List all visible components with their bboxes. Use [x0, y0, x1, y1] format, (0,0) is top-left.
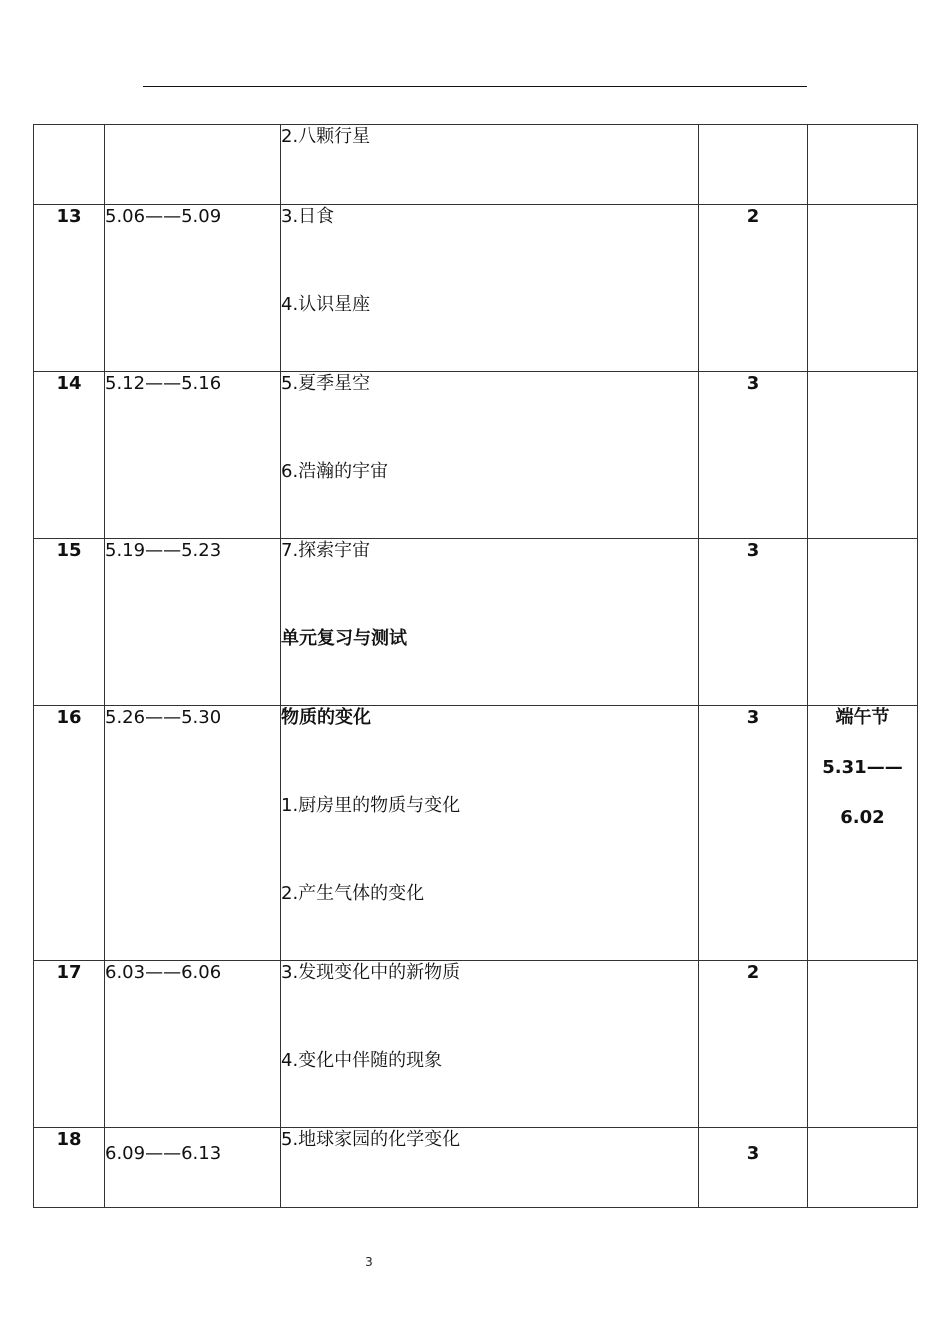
lesson-item: 5.地球家园的化学变化	[281, 1129, 461, 1150]
hours-cell: 3	[699, 539, 808, 706]
holiday-date-end: 6.02	[840, 807, 885, 828]
lesson-item: 4.认识星座	[281, 294, 371, 315]
table-row	[34, 205, 918, 372]
remark-cell	[808, 372, 918, 539]
lesson-item: 2.八颗行星	[281, 126, 371, 147]
dates-cell	[105, 125, 281, 205]
holiday-date-start: 5.31——	[822, 757, 903, 778]
hours-cell	[699, 125, 808, 205]
lesson-item: 4.变化中伴随的现象	[281, 1050, 443, 1071]
dates-cell: 5.26——5.30	[105, 706, 281, 961]
content-cell	[281, 961, 699, 1128]
lesson-item: 7.探索宇宙	[281, 540, 371, 561]
table-row	[34, 1128, 918, 1208]
unit-review-item: 单元复习与测试	[281, 628, 407, 649]
holiday-name: 端午节	[835, 707, 890, 728]
header-rule	[143, 86, 807, 87]
table-row	[34, 961, 918, 1128]
remark-cell	[808, 706, 918, 961]
dates-cell: 6.09——6.13	[105, 1128, 281, 1208]
week-cell: 13	[34, 205, 105, 372]
content-cell	[281, 125, 699, 205]
dates-cell: 5.12——5.16	[105, 372, 281, 539]
lesson-item: 3.发现变化中的新物质	[281, 962, 461, 983]
table-row	[34, 372, 918, 539]
content-cell	[281, 539, 699, 706]
week-cell: 18	[34, 1128, 105, 1208]
hours-cell: 3	[699, 1128, 808, 1208]
content-cell	[281, 372, 699, 539]
hours-cell: 2	[699, 205, 808, 372]
week-cell: 14	[34, 372, 105, 539]
week-cell: 15	[34, 539, 105, 706]
lesson-item: 3.日食	[281, 206, 335, 227]
dates-cell: 6.03——6.06	[105, 961, 281, 1128]
week-cell: 16	[34, 706, 105, 961]
week-cell	[34, 125, 105, 205]
content-cell	[281, 1128, 699, 1208]
lesson-item: 2.产生气体的变化	[281, 883, 425, 904]
remark-cell	[808, 539, 918, 706]
hours-cell: 3	[699, 706, 808, 961]
dates-cell: 5.19——5.23	[105, 539, 281, 706]
unit-title: 物质的变化	[281, 707, 371, 728]
table-row	[34, 125, 918, 205]
week-cell: 17	[34, 961, 105, 1128]
schedule-table	[33, 124, 918, 1208]
page-number: 3	[365, 1255, 373, 1269]
remark-cell	[808, 1128, 918, 1208]
content-cell	[281, 706, 699, 961]
content-cell	[281, 205, 699, 372]
hours-cell: 3	[699, 372, 808, 539]
remark-cell	[808, 125, 918, 205]
table-row	[34, 539, 918, 706]
remark-cell	[808, 205, 918, 372]
lesson-item: 6.浩瀚的宇宙	[281, 461, 389, 482]
lesson-item: 5.夏季星空	[281, 373, 371, 394]
dates-cell: 5.06——5.09	[105, 205, 281, 372]
hours-cell: 2	[699, 961, 808, 1128]
lesson-item: 1.厨房里的物质与变化	[281, 795, 461, 816]
remark-cell	[808, 961, 918, 1128]
table-row	[34, 706, 918, 961]
